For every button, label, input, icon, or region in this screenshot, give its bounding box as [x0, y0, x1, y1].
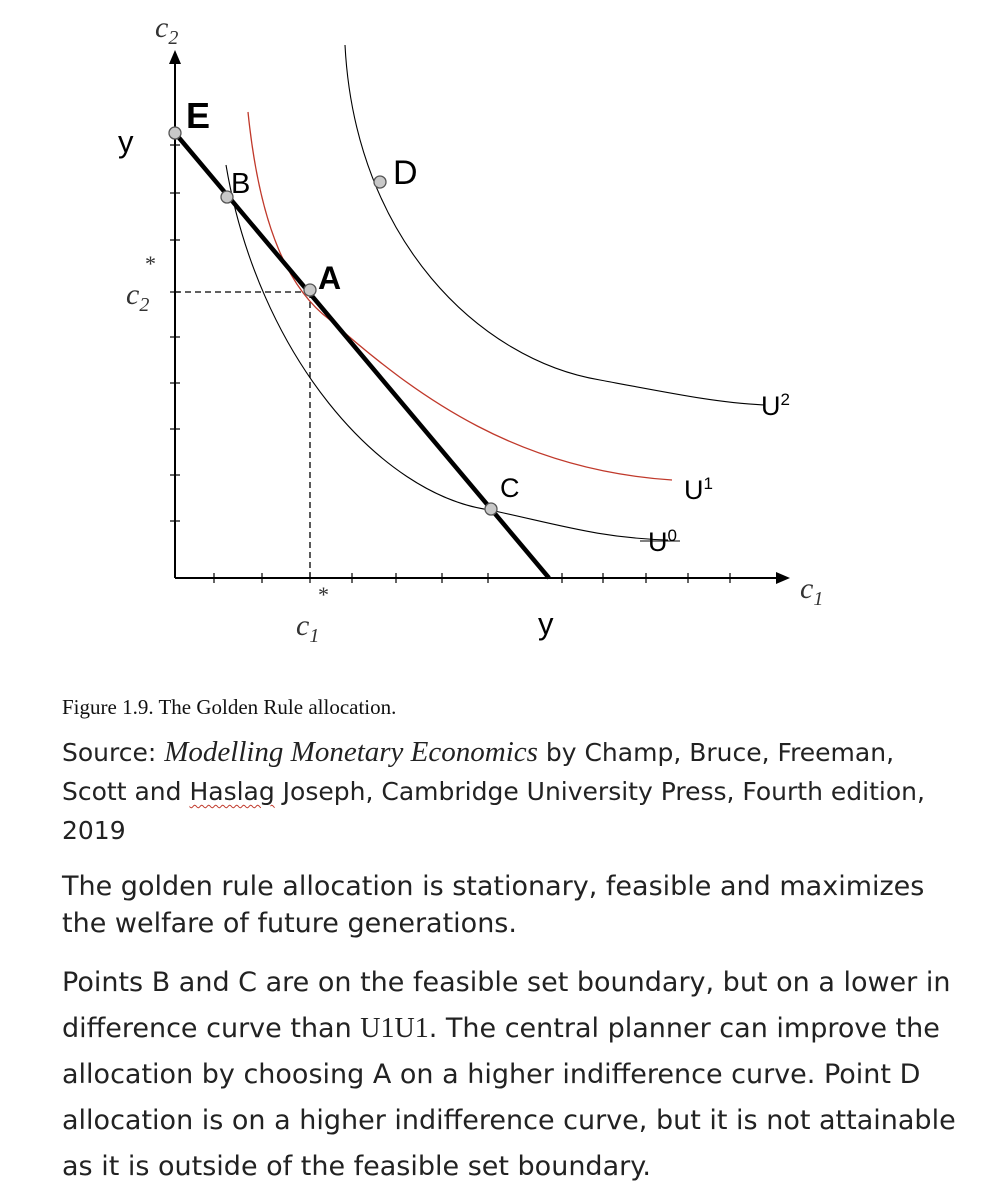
- y-axis-arrow: [169, 50, 181, 64]
- u0-letter: U: [648, 527, 668, 557]
- c2-star-asterisk: *: [145, 251, 156, 276]
- source-haslag: Haslag: [189, 777, 275, 806]
- paragraph-golden-rule: The golden rule allocation is stationary, feasible and maximizes the welfare of future generations.: [62, 871, 925, 939]
- point-e: [169, 127, 181, 139]
- book-title: Modelling Monetary Economics: [164, 736, 538, 768]
- source-prefix: Source:: [62, 738, 165, 767]
- x-axis-arrow: [776, 572, 790, 584]
- u0-sup: 0: [667, 526, 677, 545]
- c1-star-asterisk: *: [318, 582, 329, 607]
- x-intercept-label: y: [538, 606, 554, 641]
- y-axis-label: $c_2$: [155, 11, 179, 49]
- paragraph-points-part1: Points B and C are on the feasible set boundary, but on a lower in difference curve than: [62, 967, 951, 1044]
- y-intercept-label: y: [118, 124, 134, 159]
- figure-caption: Figure 1.9. The Golden Rule allocation.: [62, 695, 397, 719]
- label-a: A: [318, 260, 342, 296]
- label-c: C: [500, 473, 520, 503]
- source-citation: [62, 733, 962, 850]
- c2-star-label: $c_2$: [126, 278, 150, 316]
- label-d: D: [393, 154, 418, 192]
- point-a: [304, 284, 316, 296]
- paragraph-points-u1u1: U1U1: [360, 1013, 429, 1044]
- label-u2: $U^2$: [761, 390, 790, 421]
- x-axis-label: $c_1$: [800, 572, 824, 610]
- indifference-curve-u2: [345, 45, 765, 405]
- paragraph-points-part2: . The central planner can improve the allocation by choosing A on a higher indifference curve. Point D allocation is on a higher indifference curve, but it is not attainable as it is outside of the feasible set boundary.: [62, 1013, 956, 1182]
- source-rest: Joseph, Cambridge University Press, Fourth edition, 2019: [62, 777, 925, 845]
- point-c: [485, 503, 497, 515]
- label-e: E: [186, 95, 211, 136]
- paragraph-points: [62, 960, 977, 1190]
- point-d: [374, 176, 386, 188]
- label-b: B: [231, 168, 251, 200]
- indifference-curve-u0: [226, 165, 668, 540]
- label-u1: $U^1$: [684, 474, 713, 505]
- source-authors: by Champ, Bruce, Freeman, Scott and: [62, 738, 895, 806]
- c1-star-label: $c_1$: [296, 609, 320, 647]
